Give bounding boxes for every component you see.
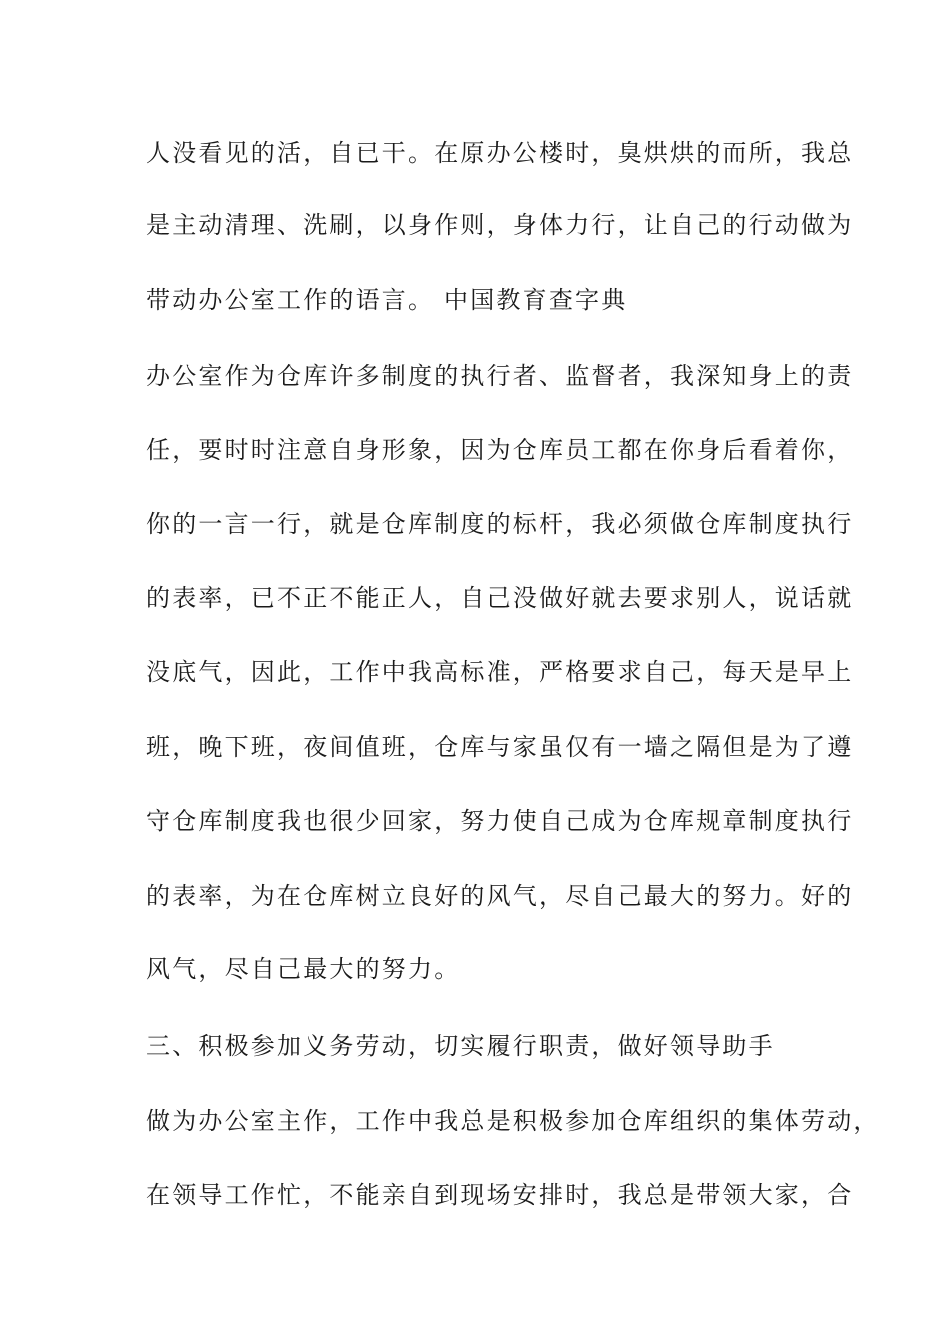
text-line: 带动办公室工作的语言。 中国教育查字典: [146, 286, 628, 314]
text-line: 的表率，为在仓库树立良好的风气，尽自己最大的努力。好的: [146, 882, 854, 910]
text-line: 班，晚下班，夜间值班，仓库与家虽仅有一墙之隔但是为了遵: [146, 733, 854, 761]
text-line: 守仓库制度我也很少回家，努力使自己成为仓库规章制度执行: [146, 807, 854, 835]
text-line: 的表率，已不正不能正人，自己没做好就去要求别人，说话就: [146, 584, 854, 612]
text-line: 在领导工作忙，不能亲自到现场安排时，我总是带领大家，合: [146, 1181, 854, 1209]
text-line: 没底气，因此，工作中我高标准，严格要求自己，每天是早上: [146, 658, 854, 686]
section-heading: 三、积极参加义务劳动，切实履行职责，做好领导助手: [146, 1032, 775, 1060]
text-line: 办公室作为仓库许多制度的执行者、监督者，我深知身上的责: [146, 362, 854, 390]
text-line: 做为办公室主作，工作中我总是积极参加仓库组织的集体劳动，: [146, 1107, 880, 1135]
text-line: 任，要时时注意自身形象，因为仓库员工都在你身后看着你，: [146, 436, 854, 464]
text-line: 是主动清理、洗刷，以身作则，身体力行，让自己的行动做为: [146, 211, 854, 239]
text-line: 人没看见的活，自已干。在原办公楼时，臭烘烘的而所，我总: [146, 139, 854, 167]
text-line: 你的一言一行，就是仓库制度的标杆，我必须做仓库制度执行: [146, 510, 854, 538]
text-line: 风气，尽自己最大的努力。: [146, 955, 461, 983]
